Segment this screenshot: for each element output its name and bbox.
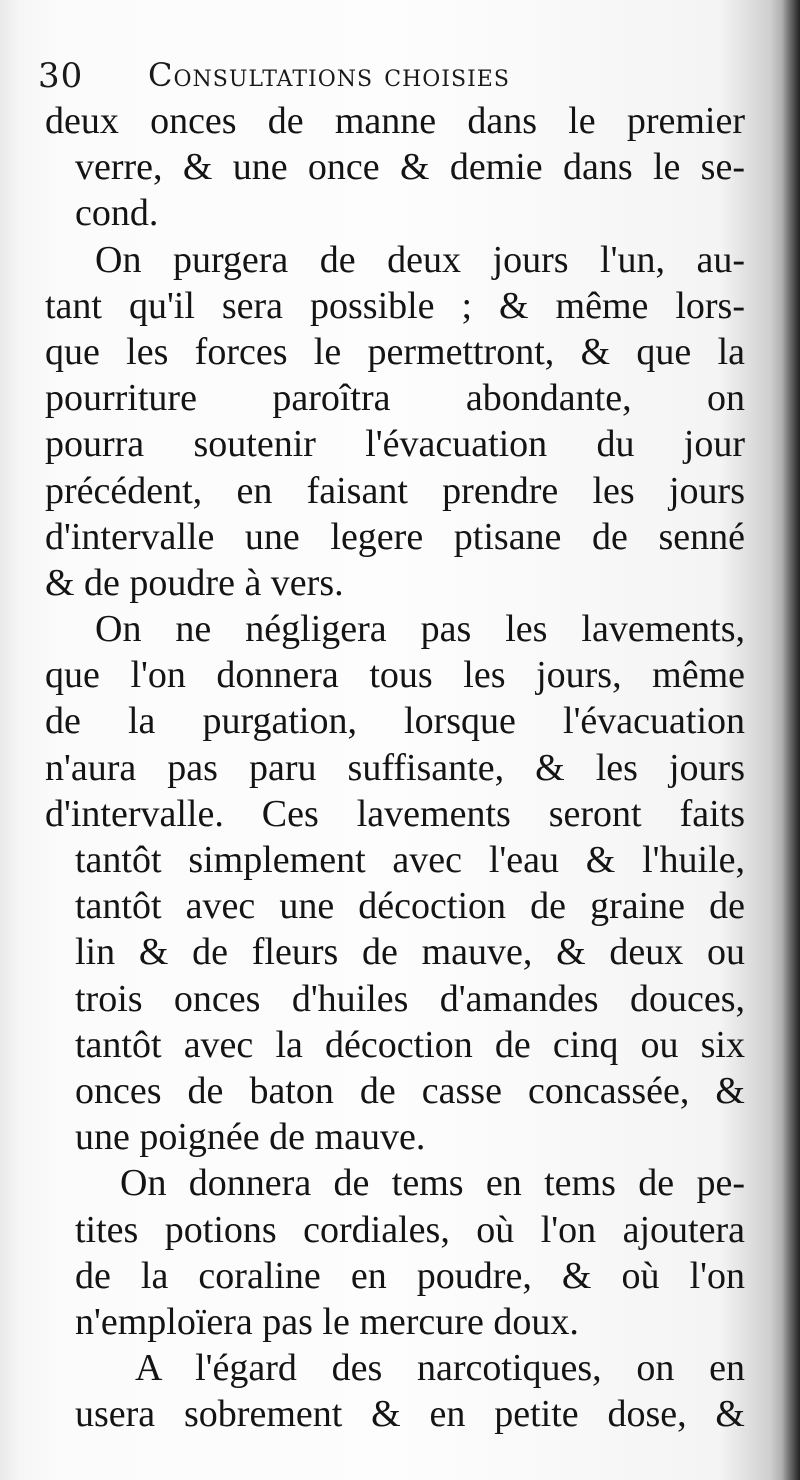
text-line: lin & de fleurs de mauve, & deux ou [75, 931, 745, 974]
text-line: d'intervalle une legere ptisane de senné [45, 515, 745, 558]
text-line: d'intervalle. Ces lavements seront faits [45, 792, 745, 835]
text-line: verre, & une once & demie dans le se- [75, 146, 745, 189]
text-line: tites potions cordiales, où l'on ajoutera [75, 1208, 745, 1251]
text-line: pourra soutenir l'évacuation du jour [45, 423, 745, 466]
text-line: une poignée de mauve. [75, 1116, 426, 1159]
text-line: n'emploïera pas le mercure doux. [75, 1300, 579, 1343]
text-line: pourriture paroîtra abondante, on [45, 377, 745, 420]
text-line: tantôt simplement avec l'eau & l'huile, [75, 839, 745, 881]
text-line: usera sobrement & en petite dose, & [75, 1393, 745, 1436]
text-line: trois onces d'huiles d'amandes douces, [75, 977, 745, 1020]
page-gutter-shadow [782, 0, 800, 1480]
text-line: n'aura pas paru suffisante, & les jours [45, 746, 745, 789]
text-line: deux onces de manne dans le premier [45, 100, 745, 142]
running-head [38, 52, 738, 102]
page-number: 30 [38, 56, 84, 96]
text-line: tantôt avec la décoction de cinq ou six [75, 1023, 745, 1066]
text-line: tant qu'il sera possible ; & même lors- [45, 284, 745, 327]
text-line: onces de baton de casse concassée, & [75, 1069, 745, 1112]
text-line: On purgera de deux jours l'un, au- [95, 238, 745, 281]
body-text [45, 98, 745, 1437]
text-line: On donnera de tems en tems de pe- [120, 1162, 745, 1205]
running-head-title: Consultations choisies [148, 56, 510, 94]
text-line: de la coraline en poudre, & où l'on [75, 1254, 745, 1297]
text-line: que les forces le permettront, & que la [45, 330, 745, 373]
text-line: cond. [75, 192, 159, 235]
text-line: & de poudre à vers. [45, 561, 344, 604]
text-line: précédent, en faisant prendre les jours [45, 469, 745, 512]
text-line: On ne négligera pas les lavements, [95, 608, 745, 651]
text-line: tantôt avec une décoction de graine de [75, 885, 745, 928]
text-line: que l'on donnera tous les jours, même [45, 654, 745, 697]
text-line: de la purgation, lorsque l'évacuation [45, 700, 745, 743]
text-line: A l'égard des narcotiques, on en [135, 1347, 745, 1390]
